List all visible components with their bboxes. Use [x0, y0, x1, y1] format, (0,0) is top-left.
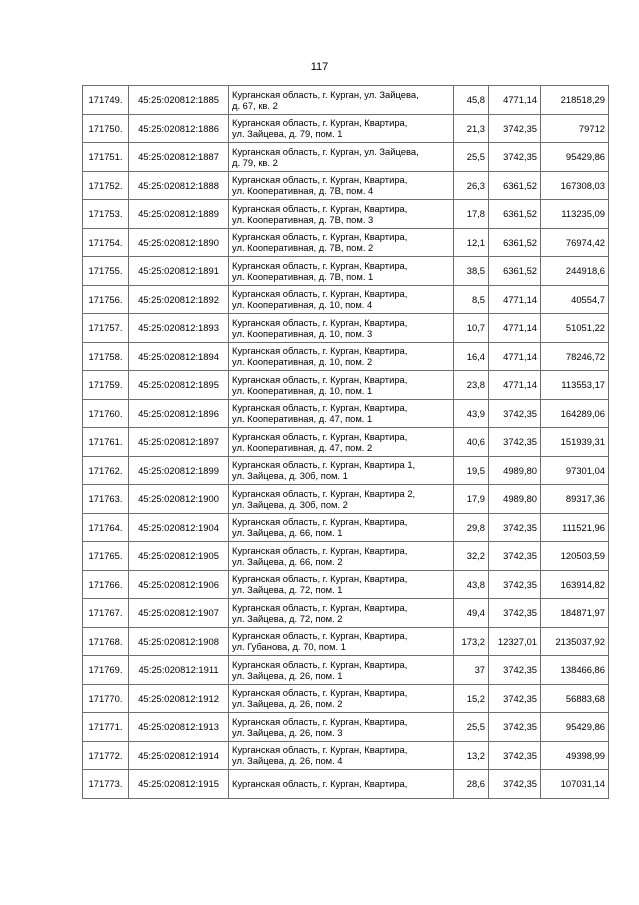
record-number-cell: 171755. [83, 257, 129, 286]
total-value-cell: 113235,09 [541, 200, 609, 229]
address-cell [229, 314, 454, 343]
total-value-cell: 120503,59 [541, 542, 609, 571]
cadastral-number-cell: 45:25:020812:1892 [129, 285, 229, 314]
area-cell: 43,9 [454, 399, 489, 428]
record-number-cell: 171767. [83, 599, 129, 628]
address-line-2: ул. Кооперативная, д. 10, пом. 1 [232, 384, 373, 396]
cadastral-number-cell: 45:25:020812:1907 [129, 599, 229, 628]
cadastral-number-cell: 45:25:020812:1888 [129, 171, 229, 200]
address-cell [229, 200, 454, 229]
unit-price-cell: 3742,35 [489, 542, 541, 571]
area-cell: 45,8 [454, 86, 489, 115]
table-body [83, 86, 609, 799]
unit-price-cell: 3742,35 [489, 713, 541, 742]
table-row [83, 399, 609, 428]
address-line-2: ул. Губанова, д. 70, пом. 1 [232, 641, 346, 653]
unit-price-cell: 3742,35 [489, 428, 541, 457]
unit-price-cell: 3742,35 [489, 114, 541, 143]
address-line-1: Курганская область, г. Курган, Квартира, [232, 544, 408, 556]
address-line-2: д. 79, кв. 2 [232, 156, 278, 168]
total-value-cell: 40554,7 [541, 285, 609, 314]
table-row [83, 342, 609, 371]
total-value-cell: 107031,14 [541, 770, 609, 799]
unit-price-cell: 3742,35 [489, 570, 541, 599]
address-line-1: Курганская область, г. Курган, Квартира, [232, 687, 408, 699]
address-line-2: ул. Зайцева, д. 72, пом. 1 [232, 584, 343, 596]
address-cell [229, 656, 454, 685]
address-line-2: ул. Зайцева, д. 26, пом. 3 [232, 726, 343, 738]
total-value-cell: 95429,86 [541, 713, 609, 742]
address-line-2: ул. Кооперативная, д. 7В, пом. 2 [232, 242, 374, 254]
total-value-cell: 151939,31 [541, 428, 609, 457]
table-row [83, 599, 609, 628]
unit-price-cell: 3742,35 [489, 684, 541, 713]
record-number-cell: 171771. [83, 713, 129, 742]
area-cell: 17,8 [454, 200, 489, 229]
total-value-cell: 89317,36 [541, 485, 609, 514]
address-line-1: Курганская область, г. Курган, Квартира, [232, 202, 408, 214]
total-value-cell: 49398,99 [541, 741, 609, 770]
cadastral-number-cell: 45:25:020812:1905 [129, 542, 229, 571]
area-cell: 8,5 [454, 285, 489, 314]
address-line-2: ул. Зайцева, д. 79, пом. 1 [232, 128, 343, 140]
unit-price-cell: 6361,52 [489, 200, 541, 229]
address-line-1: Курганская область, г. Курган, Квартира, [232, 345, 408, 357]
address-line-1: Курганская область, г. Курган, ул. Зайцева, [232, 88, 419, 100]
cadastral-number-cell: 45:25:020812:1894 [129, 342, 229, 371]
address-cell [229, 428, 454, 457]
address-line-2: ул. Зайцева, д. 72, пом. 2 [232, 612, 343, 624]
record-number-cell: 171750. [83, 114, 129, 143]
address-cell [229, 599, 454, 628]
table-row [83, 171, 609, 200]
address-line-1: Курганская область, г. Курган, Квартира, [232, 288, 408, 300]
unit-price-cell: 3742,35 [489, 741, 541, 770]
area-cell: 43,8 [454, 570, 489, 599]
address-line-2: д. 67, кв. 2 [232, 99, 278, 111]
area-cell: 21,3 [454, 114, 489, 143]
area-cell: 12,1 [454, 228, 489, 257]
address-cell [229, 456, 454, 485]
cadastral-number-cell: 45:25:020812:1906 [129, 570, 229, 599]
total-value-cell: 167308,03 [541, 171, 609, 200]
address-line-1: Курганская область, г. Курган, Квартира, [232, 630, 408, 642]
table-row [83, 285, 609, 314]
cadastral-number-cell: 45:25:020812:1912 [129, 684, 229, 713]
table-row [83, 713, 609, 742]
address-line-1: Курганская область, г. Курган, Квартира, [232, 778, 408, 790]
unit-price-cell: 3742,35 [489, 399, 541, 428]
cadastral-number-cell: 45:25:020812:1893 [129, 314, 229, 343]
area-cell: 173,2 [454, 627, 489, 656]
address-line-1: Курганская область, г. Курган, Квартира, [232, 744, 408, 756]
unit-price-cell: 3742,35 [489, 656, 541, 685]
address-line-1: Курганская область, г. Курган, Квартира, [232, 573, 408, 585]
cadastral-number-cell: 45:25:020812:1895 [129, 371, 229, 400]
total-value-cell: 97301,04 [541, 456, 609, 485]
address-cell [229, 542, 454, 571]
address-line-1: Курганская область, г. Курган, Квартира, [232, 373, 408, 385]
area-cell: 23,8 [454, 371, 489, 400]
total-value-cell: 113553,17 [541, 371, 609, 400]
record-number-cell: 171757. [83, 314, 129, 343]
record-number-cell: 171749. [83, 86, 129, 115]
cadastral-number-cell: 45:25:020812:1913 [129, 713, 229, 742]
address-cell [229, 741, 454, 770]
record-number-cell: 171773. [83, 770, 129, 799]
address-cell [229, 143, 454, 172]
unit-price-cell: 6361,52 [489, 257, 541, 286]
address-line-2: ул. Кооперативная, д. 10, пом. 3 [232, 327, 373, 339]
record-number-cell: 171764. [83, 513, 129, 542]
unit-price-cell: 4771,14 [489, 314, 541, 343]
total-value-cell: 184871,97 [541, 599, 609, 628]
area-cell: 49,4 [454, 599, 489, 628]
address-line-1: Курганская область, г. Курган, Квартира, [232, 430, 408, 442]
record-number-cell: 171753. [83, 200, 129, 229]
address-cell [229, 342, 454, 371]
record-number-cell: 171759. [83, 371, 129, 400]
total-value-cell: 244918,6 [541, 257, 609, 286]
area-cell: 25,5 [454, 713, 489, 742]
address-cell [229, 86, 454, 115]
cadastral-number-cell: 45:25:020812:1890 [129, 228, 229, 257]
total-value-cell: 56883,68 [541, 684, 609, 713]
cadastral-number-cell: 45:25:020812:1897 [129, 428, 229, 457]
address-line-1: Курганская область, г. Курган, Квартира 2, [232, 487, 416, 499]
address-line-2: ул. Зайцева, д. 26, пом. 2 [232, 698, 343, 710]
address-line-2: ул. Кооперативная, д. 47, пом. 2 [232, 441, 373, 453]
total-value-cell: 164289,06 [541, 399, 609, 428]
table-row [83, 314, 609, 343]
unit-price-cell: 3742,35 [489, 770, 541, 799]
record-number-cell: 171766. [83, 570, 129, 599]
address-cell [229, 513, 454, 542]
address-cell [229, 371, 454, 400]
record-number-cell: 171765. [83, 542, 129, 571]
cadastral-number-cell: 45:25:020812:1885 [129, 86, 229, 115]
address-line-2: ул. Кооперативная, д. 7В, пом. 4 [232, 185, 374, 197]
record-number-cell: 171772. [83, 741, 129, 770]
address-cell [229, 713, 454, 742]
address-line-1: Курганская область, г. Курган, Квартира, [232, 316, 408, 328]
address-cell [229, 770, 454, 799]
address-line-2: ул. Кооперативная, д. 10, пом. 4 [232, 299, 373, 311]
record-number-cell: 171761. [83, 428, 129, 457]
table-row [83, 770, 609, 799]
property-registry-table [82, 85, 609, 799]
record-number-cell: 171751. [83, 143, 129, 172]
total-value-cell: 51051,22 [541, 314, 609, 343]
address-cell [229, 285, 454, 314]
record-number-cell: 171769. [83, 656, 129, 685]
address-cell [229, 399, 454, 428]
table-row [83, 741, 609, 770]
record-number-cell: 171768. [83, 627, 129, 656]
address-line-2: ул. Кооперативная, д. 7В, пом. 3 [232, 213, 374, 225]
area-cell: 32,2 [454, 542, 489, 571]
cadastral-number-cell: 45:25:020812:1904 [129, 513, 229, 542]
area-cell: 16,4 [454, 342, 489, 371]
total-value-cell: 163914,82 [541, 570, 609, 599]
address-line-1: Курганская область, г. Курган, Квартира, [232, 117, 408, 129]
unit-price-cell: 4771,14 [489, 371, 541, 400]
address-cell [229, 114, 454, 143]
total-value-cell: 79712 [541, 114, 609, 143]
unit-price-cell: 4989,80 [489, 485, 541, 514]
total-value-cell: 76974,42 [541, 228, 609, 257]
address-line-2: ул. Зайцева, д. 30б, пом. 2 [232, 498, 348, 510]
table-row [83, 485, 609, 514]
record-number-cell: 171760. [83, 399, 129, 428]
address-line-1: Курганская область, г. Курган, Квартира, [232, 402, 408, 414]
table-row [83, 627, 609, 656]
table-row [83, 371, 609, 400]
record-number-cell: 171752. [83, 171, 129, 200]
area-cell: 28,6 [454, 770, 489, 799]
unit-price-cell: 3742,35 [489, 143, 541, 172]
total-value-cell: 111521,96 [541, 513, 609, 542]
area-cell: 38,5 [454, 257, 489, 286]
unit-price-cell: 6361,52 [489, 171, 541, 200]
area-cell: 40,6 [454, 428, 489, 457]
table-row [83, 513, 609, 542]
unit-price-cell: 4771,14 [489, 342, 541, 371]
area-cell: 26,3 [454, 171, 489, 200]
unit-price-cell: 6361,52 [489, 228, 541, 257]
table-row [83, 684, 609, 713]
unit-price-cell: 3742,35 [489, 599, 541, 628]
cadastral-number-cell: 45:25:020812:1889 [129, 200, 229, 229]
address-cell [229, 171, 454, 200]
table-row [83, 228, 609, 257]
address-line-2: ул. Зайцева, д. 66, пом. 1 [232, 527, 343, 539]
address-line-1: Курганская область, г. Курган, Квартира, [232, 174, 408, 186]
address-cell [229, 485, 454, 514]
address-line-1: Курганская область, г. Курган, Квартира, [232, 259, 408, 271]
area-cell: 25,5 [454, 143, 489, 172]
address-line-1: Курганская область, г. Курган, ул. Зайцева, [232, 145, 419, 157]
cadastral-number-cell: 45:25:020812:1900 [129, 485, 229, 514]
address-line-1: Курганская область, г. Курган, Квартира, [232, 516, 408, 528]
table-row [83, 114, 609, 143]
address-line-1: Курганская область, г. Курган, Квартира 1, [232, 459, 416, 471]
address-line-2: ул. Зайцева, д. 66, пом. 2 [232, 555, 343, 567]
table-row [83, 542, 609, 571]
table-row [83, 428, 609, 457]
unit-price-cell: 12327,01 [489, 627, 541, 656]
address-cell [229, 257, 454, 286]
address-line-2: ул. Зайцева, д. 26, пом. 1 [232, 669, 343, 681]
unit-price-cell: 4771,14 [489, 86, 541, 115]
total-value-cell: 138466,86 [541, 656, 609, 685]
area-cell: 29,8 [454, 513, 489, 542]
address-cell [229, 627, 454, 656]
total-value-cell: 2135037,92 [541, 627, 609, 656]
area-cell: 17,9 [454, 485, 489, 514]
table-row [83, 143, 609, 172]
cadastral-number-cell: 45:25:020812:1886 [129, 114, 229, 143]
cadastral-number-cell: 45:25:020812:1896 [129, 399, 229, 428]
table-row [83, 86, 609, 115]
unit-price-cell: 4771,14 [489, 285, 541, 314]
cadastral-number-cell: 45:25:020812:1891 [129, 257, 229, 286]
address-cell [229, 228, 454, 257]
address-line-2: ул. Зайцева, д. 30б, пом. 1 [232, 470, 348, 482]
cadastral-number-cell: 45:25:020812:1914 [129, 741, 229, 770]
cadastral-number-cell: 45:25:020812:1887 [129, 143, 229, 172]
area-cell: 10,7 [454, 314, 489, 343]
page-number: 117 [310, 61, 329, 73]
address-line-1: Курганская область, г. Курган, Квартира, [232, 658, 408, 670]
cadastral-number-cell: 45:25:020812:1911 [129, 656, 229, 685]
area-cell: 13,2 [454, 741, 489, 770]
cadastral-number-cell: 45:25:020812:1915 [129, 770, 229, 799]
address-line-2: ул. Кооперативная, д. 47, пом. 1 [232, 413, 373, 425]
address-cell [229, 570, 454, 599]
record-number-cell: 171762. [83, 456, 129, 485]
table-row [83, 200, 609, 229]
table-row [83, 257, 609, 286]
address-line-1: Курганская область, г. Курган, Квартира, [232, 601, 408, 613]
record-number-cell: 171758. [83, 342, 129, 371]
table-row [83, 456, 609, 485]
record-number-cell: 171770. [83, 684, 129, 713]
record-number-cell: 171754. [83, 228, 129, 257]
record-number-cell: 171763. [83, 485, 129, 514]
unit-price-cell: 3742,35 [489, 513, 541, 542]
address-line-2: ул. Кооперативная, д. 10, пом. 2 [232, 356, 373, 368]
table-row [83, 570, 609, 599]
address-cell [229, 684, 454, 713]
area-cell: 37 [454, 656, 489, 685]
total-value-cell: 78246,72 [541, 342, 609, 371]
address-line-2: ул. Кооперативная, д. 7В, пом. 1 [232, 270, 374, 282]
area-cell: 19,5 [454, 456, 489, 485]
address-line-1: Курганская область, г. Курган, Квартира, [232, 715, 408, 727]
total-value-cell: 218518,29 [541, 86, 609, 115]
cadastral-number-cell: 45:25:020812:1899 [129, 456, 229, 485]
area-cell: 15,2 [454, 684, 489, 713]
cadastral-number-cell: 45:25:020812:1908 [129, 627, 229, 656]
total-value-cell: 95429,86 [541, 143, 609, 172]
record-number-cell: 171756. [83, 285, 129, 314]
address-line-2: ул. Зайцева, д. 26, пом. 4 [232, 755, 343, 767]
unit-price-cell: 4989,80 [489, 456, 541, 485]
address-line-1: Курганская область, г. Курган, Квартира, [232, 231, 408, 243]
table-row [83, 656, 609, 685]
